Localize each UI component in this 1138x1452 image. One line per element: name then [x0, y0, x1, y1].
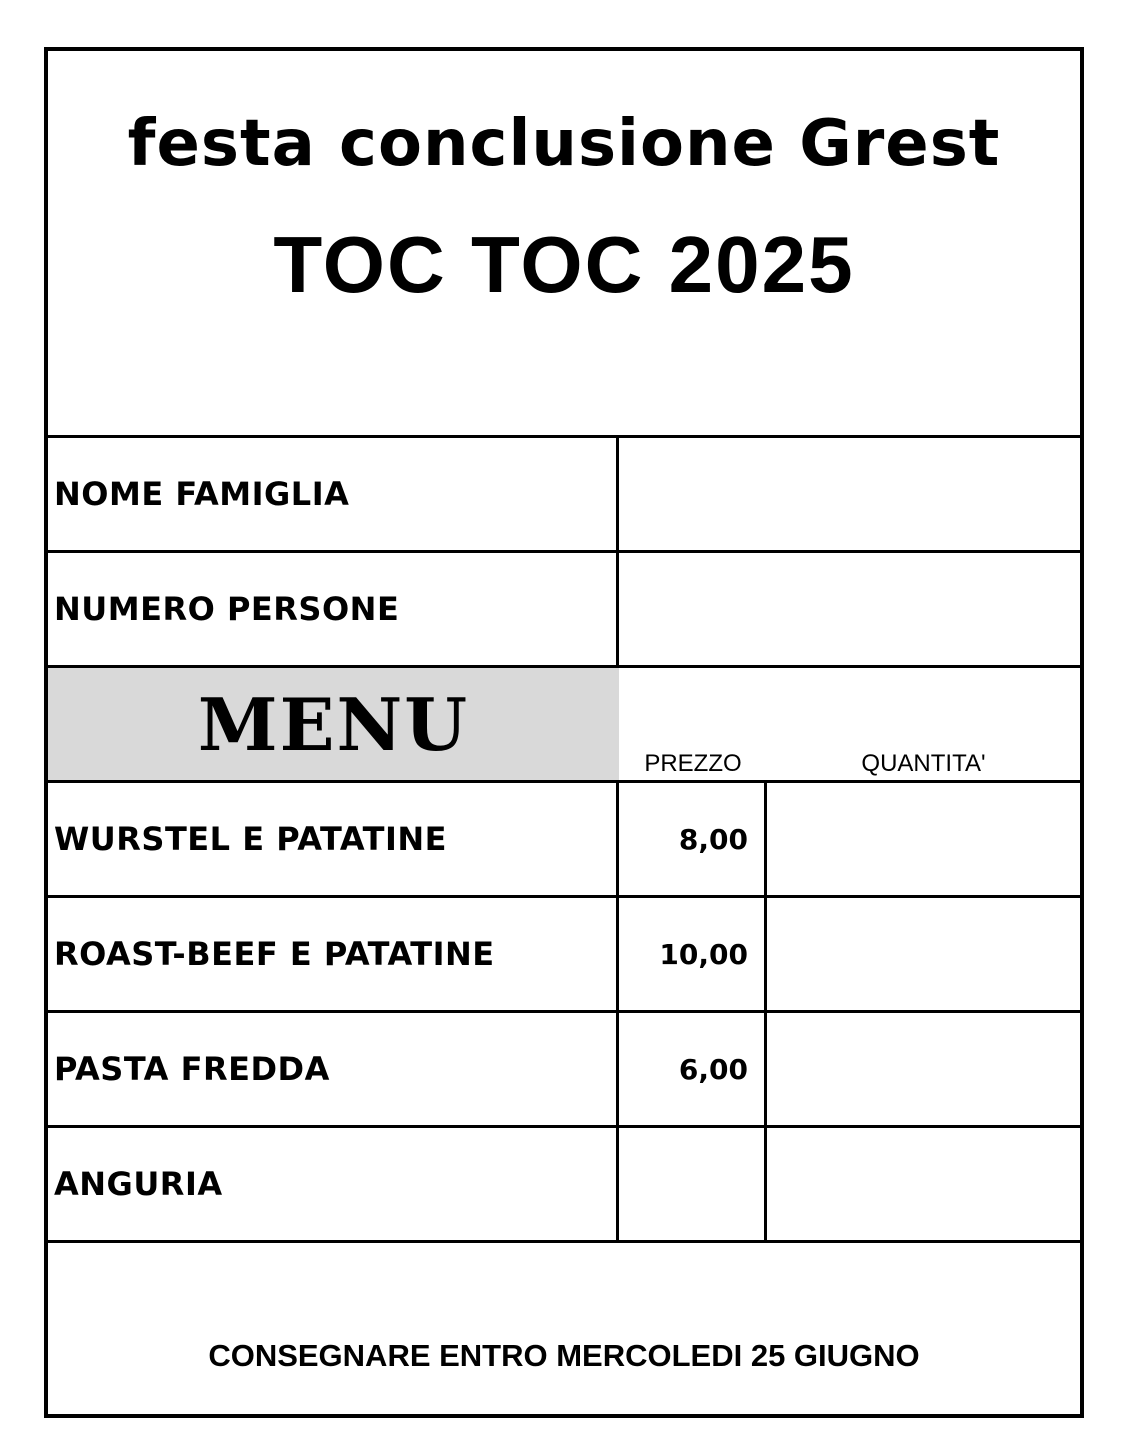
people-count-label: NUMERO PERSONE [48, 553, 619, 665]
menu-item-name: WURSTEL E PATATINE [48, 783, 619, 895]
quantity-column-header: QUANTITA' [861, 750, 986, 777]
menu-item-price: 8,00 [619, 783, 767, 895]
menu-item-quantity-field[interactable] [767, 898, 1080, 1010]
menu-item-price: 10,00 [619, 898, 767, 1010]
menu-item-quantity-field[interactable] [767, 1128, 1080, 1240]
menu-item-price [619, 1128, 767, 1240]
order-form [44, 47, 1084, 1418]
delivery-deadline-note: CONSEGNARE ENTRO MERCOLEDI 25 GIUGNO [208, 1338, 920, 1373]
event-subtitle: festa conclusione Grest [127, 107, 1001, 181]
menu-item-name: ROAST-BEEF E PATATINE [48, 898, 619, 1010]
menu-item-quantity-field[interactable] [767, 783, 1080, 895]
menu-item-row [48, 898, 1080, 1013]
field-row-people-count [48, 553, 1080, 668]
price-column-header: PREZZO [644, 750, 742, 777]
menu-item-row [48, 1128, 1080, 1243]
form-header [48, 51, 1080, 438]
menu-item-quantity-field[interactable] [767, 1013, 1080, 1125]
family-name-field[interactable] [619, 438, 1080, 550]
menu-label: MENU [48, 668, 619, 780]
menu-item-row [48, 1013, 1080, 1128]
menu-item-row [48, 783, 1080, 898]
event-title: TOC TOC 2025 [273, 220, 855, 309]
people-count-field[interactable] [619, 553, 1080, 665]
menu-header-row [48, 668, 1080, 783]
menu-item-name: PASTA FREDDA [48, 1013, 619, 1125]
family-name-label: NOME FAMIGLIA [48, 438, 619, 550]
field-row-family-name [48, 438, 1080, 553]
menu-item-name: ANGURIA [48, 1128, 619, 1240]
menu-item-price: 6,00 [619, 1013, 767, 1125]
